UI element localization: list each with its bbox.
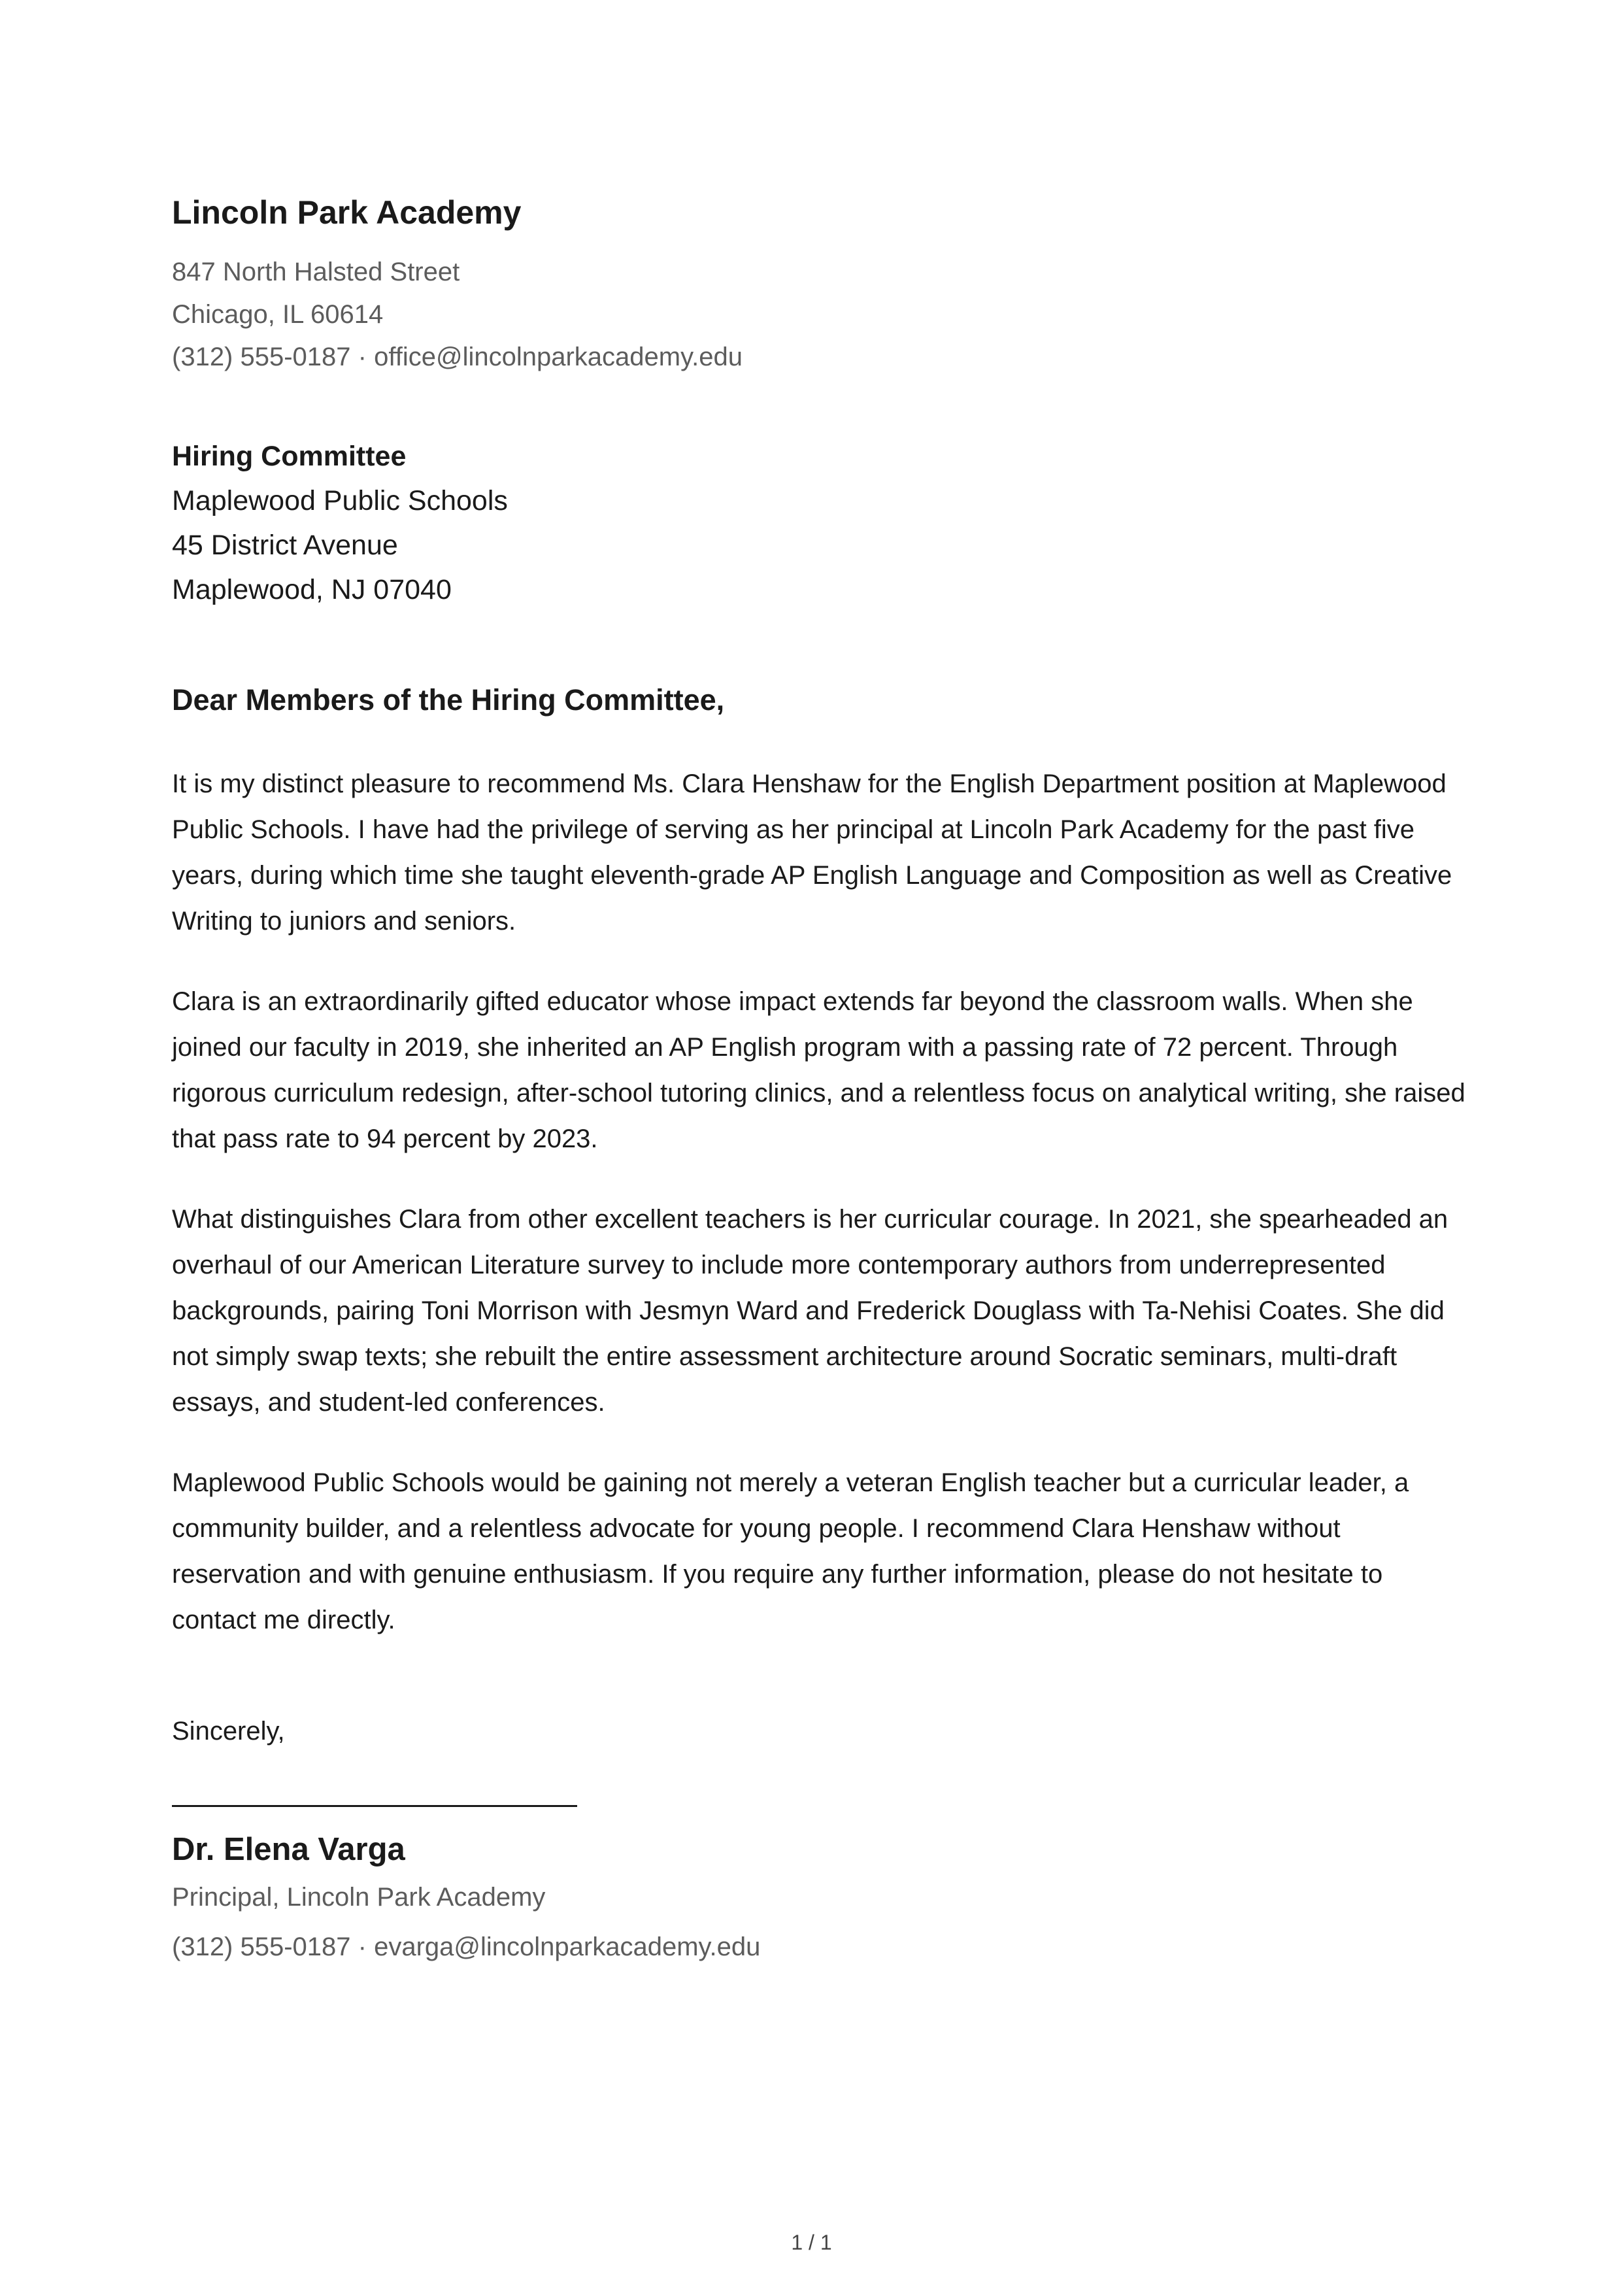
signer-contact: (312) 555-0187 · evarga@lincolnparkacademy.edu bbox=[172, 1933, 761, 1961]
closing: Sincerely, bbox=[172, 1717, 285, 1746]
signer-title: Principal, Lincoln Park Academy bbox=[172, 1883, 546, 1912]
sender-address-line1: 847 North Halsted Street bbox=[172, 258, 460, 286]
body-paragraph: What distinguishes Clara from other excellent teachers is her curricular courage. In 2021, she spearheaded an overhaul of our American Literature survey to include more contemporary authors from underrepresented backgrounds, pairing Toni Morrison with Jesmyn Ward and Frederick Douglass with Ta-Nehisi Coates. She did not simply swap texts; she rebuilt the entire assessment architecture around Socratic seminars, multi-draft essays, and student-led conferences. bbox=[172, 1205, 1448, 1417]
body-paragraph: Maplewood Public Schools would be gaining not merely a veteran English teacher but a curricular leader, a community builder, and a relentless advocate for young people. I recommend Clara Henshaw without reservation and with genuine enthusiasm. If you require any further information, please do not hesitate to contact me directly. bbox=[172, 1468, 1409, 1634]
recipient-address-line2: Maplewood, NJ 07040 bbox=[172, 574, 452, 605]
body-paragraph: It is my distinct pleasure to recommend Ms. Clara Henshaw for the English Department position at Maplewood Public Schools. I have had the privilege of serving as her principal at Lincoln Park Academy for the past five years, during which time she taught eleventh-grade AP English Language and Composition as well as Creative Writing to juniors and seniors. bbox=[172, 769, 1452, 936]
recipient-block bbox=[172, 434, 1466, 612]
recipient-title: Hiring Committee bbox=[172, 441, 407, 472]
letter-page bbox=[172, 196, 1466, 1972]
sender-contact: (312) 555-0187 · office@lincolnparkacademy.edu bbox=[172, 343, 743, 371]
sender-name: Lincoln Park Academy bbox=[172, 194, 522, 231]
recipient-organization: Maplewood Public Schools bbox=[172, 485, 508, 516]
salutation: Dear Members of the Hiring Committee, bbox=[172, 683, 725, 717]
letter-body bbox=[172, 761, 1466, 1643]
sender-block bbox=[172, 196, 1466, 379]
page-number: 1 / 1 bbox=[791, 2231, 832, 2254]
signer-name: Dr. Elena Varga bbox=[172, 1832, 405, 1867]
body-paragraph: Clara is an extraordinarily gifted educator whose impact extends far beyond the classroom walls. When she joined our faculty in 2019, she inherited an AP English program with a passing rate of 72 percent. Through rigorous curriculum redesign, after-school tutoring clinics, and a relentless focus on analytical writing, she raised that pass rate to 94 percent by 2023. bbox=[172, 987, 1465, 1153]
recipient-address-line1: 45 District Avenue bbox=[172, 530, 398, 561]
sender-address-line2: Chicago, IL 60614 bbox=[172, 300, 384, 329]
signer-block bbox=[172, 1827, 1466, 1972]
signature-line bbox=[172, 1805, 577, 1807]
